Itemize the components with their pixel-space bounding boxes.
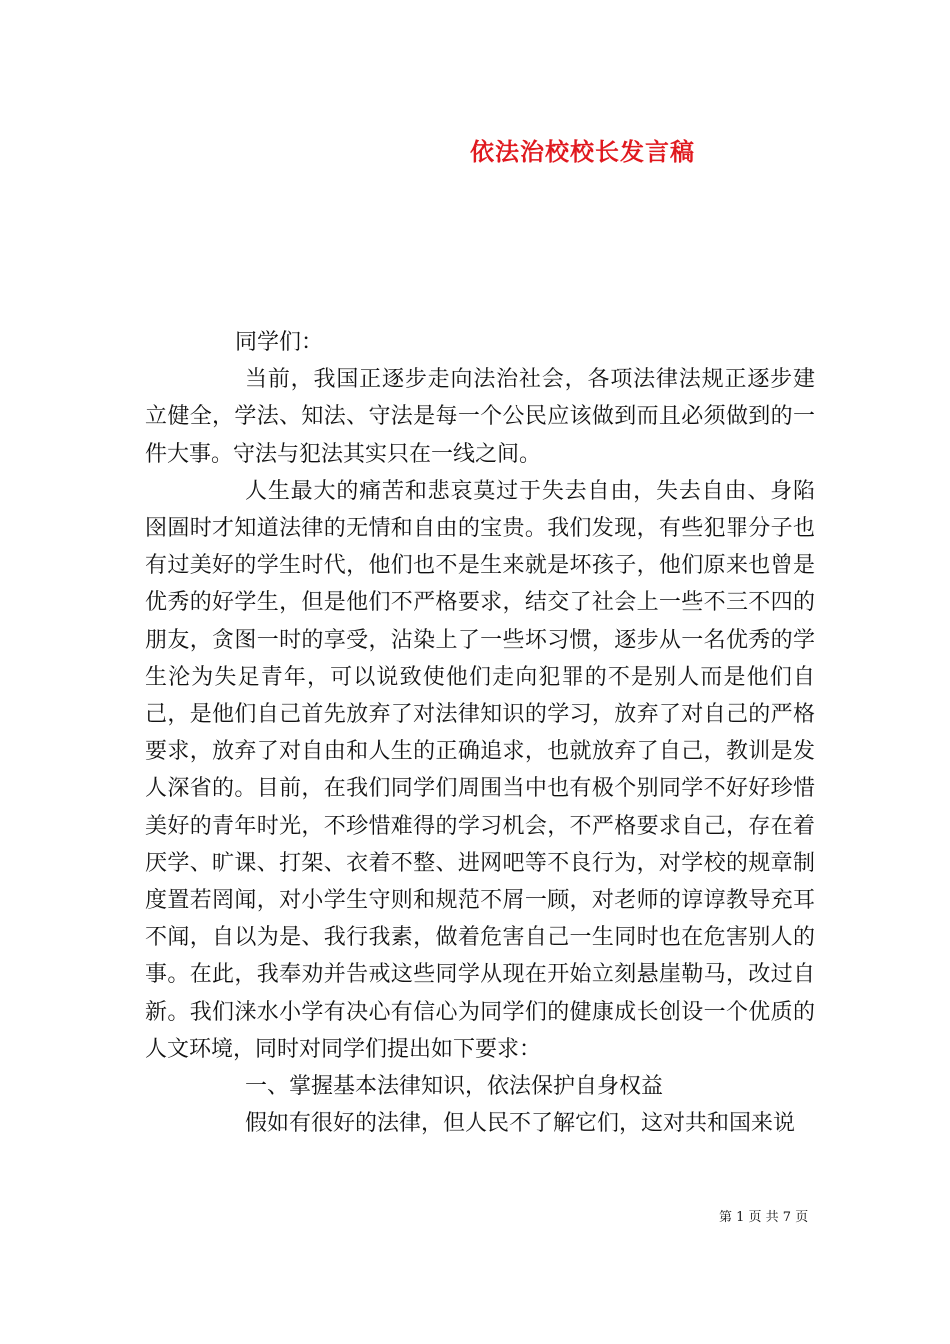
document-title: 依法治校校长发言稿 bbox=[470, 137, 695, 166]
paragraph-main: 人生最大的痛苦和悲哀莫过于失去自由，失去自由、身陷囹圄时才知道法律的无情和自由的宝贵。我们发现，有些犯罪分子也有过美好的学生时代，他们也不是生来就是坏孩子，他们原来也曾是优秀的好学生，但是他们不严格要求，结交了社会上一些不三不四的朋友，贪图一时的享受，沾染上了一些坏习惯，逐步从一名优秀的学生沦为失足青年，可以说致使他们走向犯罪的不是别人而是他们自己，是他们自己首先放弃了对法律知识的学习，放弃了对自己的严格要求，放弃了对自由和人生的正确追求，也就放弃了自己，教训是发人深省的。目前，在我们同学们周围当中也有极个别同学不好好珍惜美好的青年时光，不珍惜难得的学习机会，不严格要求自己，存在着厌学、旷课、打架、衣着不整、进网吧等不良行为，对学校的规章制度置若罔闻，对小学生守则和规范不屑一顾，对老师的谆谆教导充耳不闻，自以为是、我行我素，做着危害自己一生同时也在危害别人的事。在此，我奉劝并告戒这些同学从现在开始立刻悬崖勒马，改过自新。我们涞水小学有决心有信心为同学们的健康成长创设一个优质的人文环境，同时对同学们提出如下要求： bbox=[145, 478, 815, 1062]
page-number-footer: 第 1 页 共 7 页 bbox=[719, 1210, 809, 1225]
salutation: 同学们： bbox=[235, 330, 324, 355]
paragraph-intro: 当前，我国正逐步走向法治社会，各项法律法规正逐步建立健全，学法、知法、守法是每一个公民应该做到而且必须做到的一件大事。守法与犯法其实只在一线之间。 bbox=[145, 367, 815, 467]
paragraph-section-1: 假如有很好的法律，但人民不了解它们，这对共和国来说 bbox=[245, 1111, 796, 1137]
document-body bbox=[145, 324, 815, 1142]
section-heading-1: 一、掌握基本法律知识，依法保护自身权益 bbox=[245, 1074, 664, 1100]
